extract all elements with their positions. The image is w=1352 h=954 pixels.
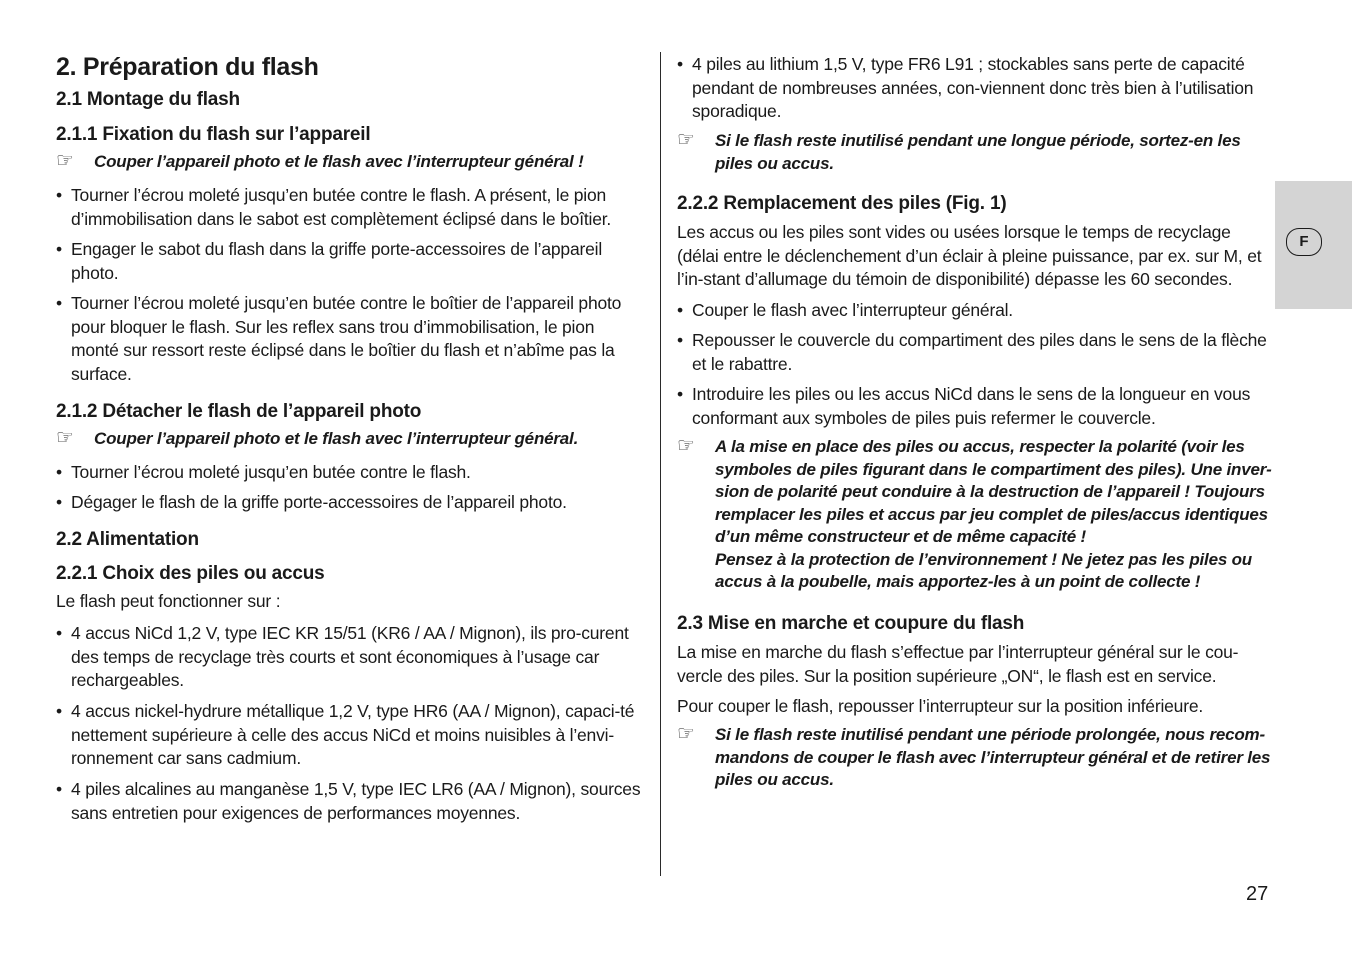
bullet-item: • 4 accus nickel-hydrure métallique 1,2 V, type HR6 (AA / Mignon), capaci-té nettement supérieure à celle des accus NiCd et moins nuisibles à l’envi-ronnement car sans cadmium. bbox=[56, 700, 649, 771]
column-divider bbox=[660, 52, 661, 876]
note-4 bbox=[677, 436, 1280, 594]
page-title: 2. Préparation du flash bbox=[56, 53, 319, 81]
bullet-item: • Tourner l’écrou moleté jusqu’en butée contre le flash. bbox=[56, 461, 646, 485]
note-4-text: A la mise en place des piles ou accus, respecter la polarité (voir les symboles de piles figurant dans le compartiment des piles). Une inver-sion de polarité peut conduire à la destruction de l’appareil ! Toujours remplacer les piles et accus par jeu complet de piles/accus identiques d’un même constructeur et de même capacité ! bbox=[715, 437, 1272, 546]
note-5-text: Si le flash reste inutilisé pendant une période prolongée, nous recom-mandons de couper le flash avec l’interrupteur général et de retirer les piles ou accus. bbox=[715, 725, 1271, 789]
section-2-2-heading: 2.2 Alimentation bbox=[56, 529, 199, 550]
pointing-hand-icon: ☞ bbox=[677, 129, 695, 151]
note-1-text: Couper l’appareil photo et le flash avec l’interrupteur général ! bbox=[94, 152, 584, 171]
section-2-1-2-heading: 2.1.2 Détacher le flash de l’appareil photo bbox=[56, 401, 422, 422]
section-2-2-1-heading: 2.2.1 Choix des piles ou accus bbox=[56, 563, 325, 584]
note-4-environment-text: Pensez à la protection de l’environnement ! Ne jetez pas les piles ou accus à la poubelle, mais apportez-les à un point de collecte ! bbox=[715, 549, 1252, 591]
bullet-item: • Tourner l’écrou moleté jusqu’en butée contre le boîtier de l’appareil photo pour bloquer le flash. Sur les reflex sans trou d’immobilisation, le pion monté sur ressort reste éclipsé dans le boîtier du flash et n’abîme pas la surface. bbox=[56, 292, 646, 386]
bullet-item: • Introduire les piles ou les accus NiCd dans le sens de la longueur en vous conformant aux symboles de piles puis refermer le couvercle. bbox=[677, 383, 1272, 430]
note-5 bbox=[677, 724, 1280, 792]
pointing-hand-icon: ☞ bbox=[677, 723, 695, 745]
section-2-1-heading: 2.1 Montage du flash bbox=[56, 89, 240, 110]
section-2-1-1-heading: 2.1.1 Fixation du flash sur l’appareil bbox=[56, 124, 371, 145]
note-1 bbox=[56, 151, 654, 174]
bullet-item: • 4 piles au lithium 1,5 V, type FR6 L91 ; stockables sans perte de capacité pendant de nombreuses années, con-viennent donc très bien à l’utilisation sporadique. bbox=[677, 53, 1272, 124]
page-number: 27 bbox=[1246, 883, 1269, 905]
pointing-hand-icon: ☞ bbox=[56, 427, 74, 449]
note-3-text: Si le flash reste inutilisé pendant une longue période, sortez-en les piles ou accus. bbox=[715, 131, 1241, 173]
note-2 bbox=[56, 428, 654, 451]
bullet-item: • Couper le flash avec l’interrupteur général. bbox=[677, 299, 1272, 323]
note-2-text: Couper l’appareil photo et le flash avec l’interrupteur général. bbox=[94, 429, 579, 448]
pointing-hand-icon: ☞ bbox=[677, 435, 695, 457]
bullet-item: • 4 accus NiCd 1,2 V, type IEC KR 15/51 (KR6 / AA / Mignon), ils pro-curent des temps de recyclage très courts et sont économiques à l’usage car rechargeables. bbox=[56, 622, 649, 693]
paragraph: La mise en marche du flash s’effectue par l’interrupteur général sur le cou-vercle des piles. Sur la position supérieure „ON“, le flash est en service. bbox=[677, 642, 1239, 686]
bullet-item: • Tourner l’écrou moleté jusqu’en butée contre le flash. A présent, le pion d’immobilisation dans le sabot est complètement éclipsé dans le boîtier. bbox=[56, 184, 646, 231]
paragraph: Pour couper le flash, repousser l’interrupteur sur la position inférieure. bbox=[677, 696, 1204, 716]
pointing-hand-icon: ☞ bbox=[56, 150, 74, 172]
language-tab-letter: F bbox=[1286, 228, 1322, 256]
bullet-item: • Engager le sabot du flash dans la griffe porte-accessoires de l’appareil photo. bbox=[56, 238, 646, 285]
section-2-2-2-heading: 2.2.2 Remplacement des piles (Fig. 1) bbox=[677, 193, 1007, 214]
paragraph: Les accus ou les piles sont vides ou usées lorsque le temps de recyclage (délai entre le déclenchement d’un éclair à pleine puissance, par ex. sur M, et l’in-stant d’allumage du témoin de disponibilité) dépasse les 60 secondes. bbox=[677, 222, 1262, 289]
bullet-item: • Dégager le flash de la griffe porte-accessoires de l’appareil photo. bbox=[56, 491, 646, 515]
section-2-3-heading: 2.3 Mise en marche et coupure du flash bbox=[677, 613, 1025, 634]
intro-text: Le flash peut fonctionner sur : bbox=[56, 591, 281, 611]
note-3 bbox=[677, 130, 1280, 175]
bullet-item: • 4 piles alcalines au manganèse 1,5 V, type IEC LR6 (AA / Mignon), sources sans entretien pour exigences de performances moyennes. bbox=[56, 778, 649, 825]
bullet-item: • Repousser le couvercle du compartiment des piles dans le sens de la flèche et le rabattre. bbox=[677, 329, 1272, 376]
